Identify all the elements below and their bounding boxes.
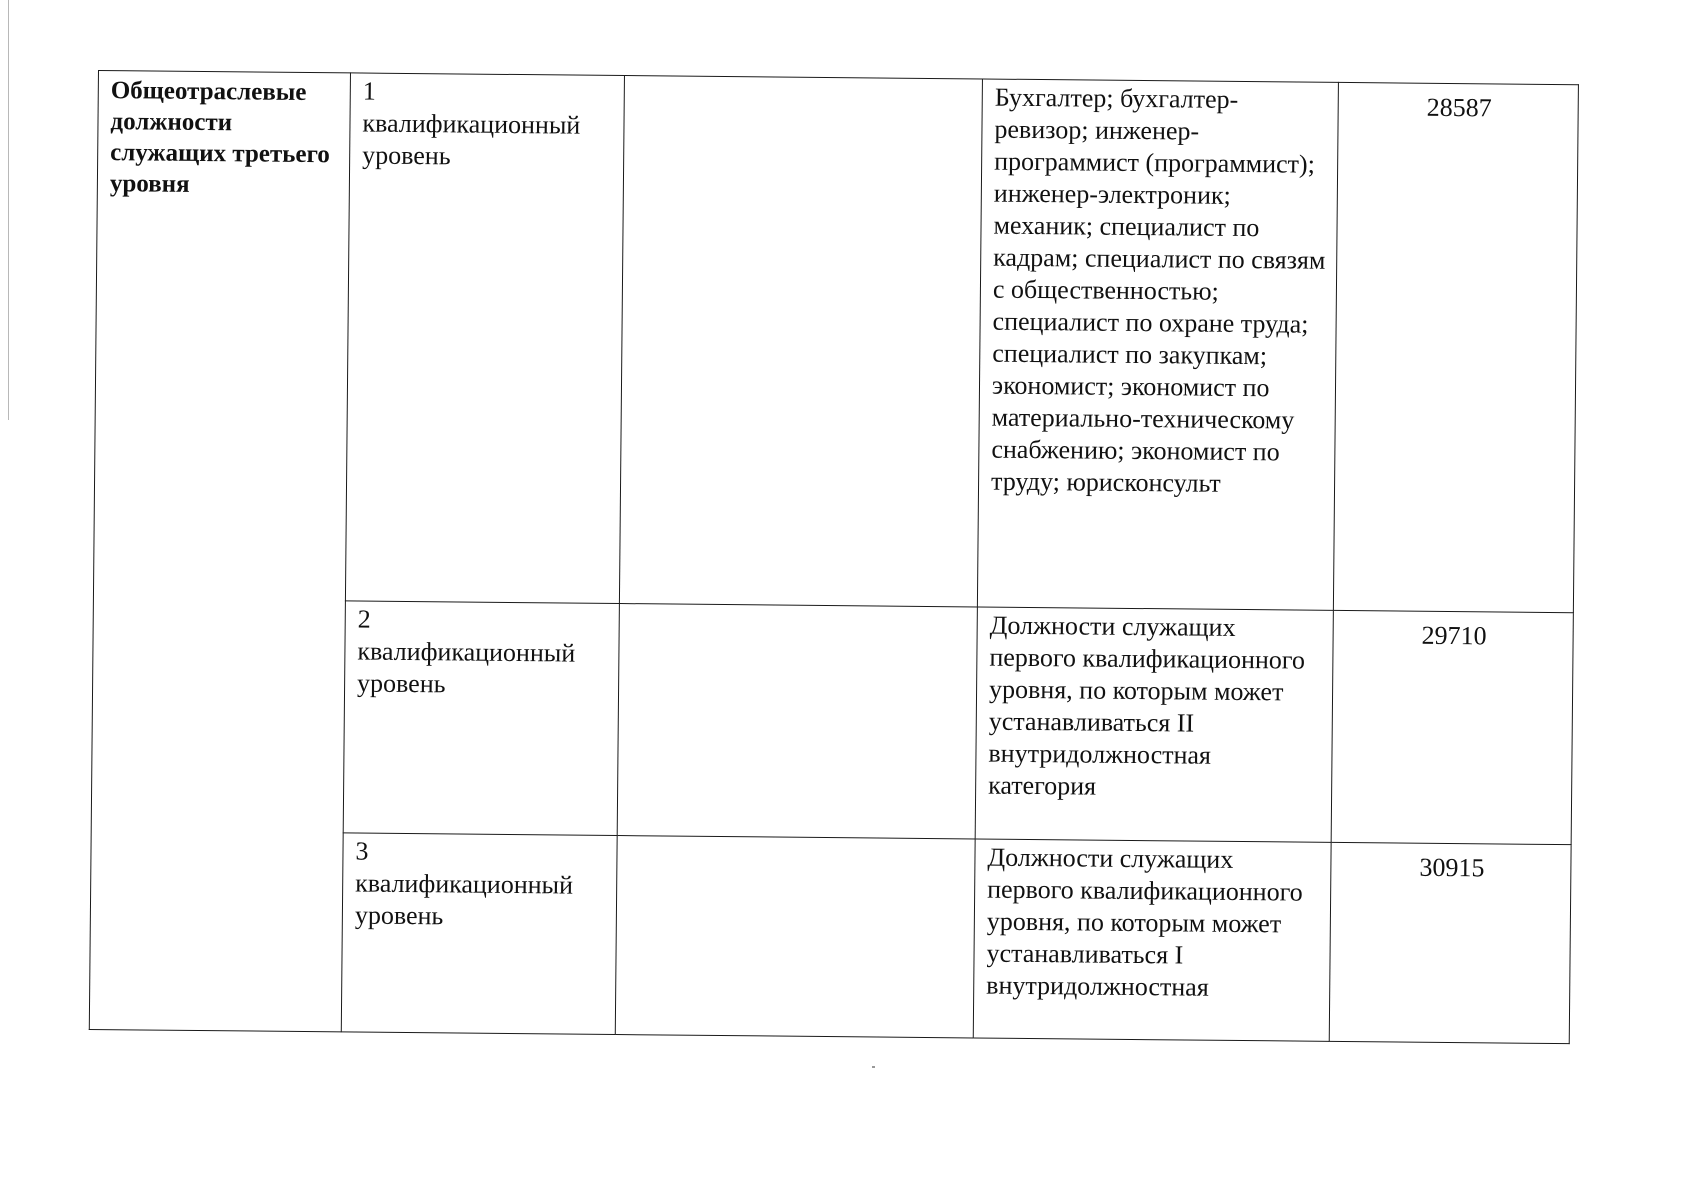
scan-speck bbox=[872, 1066, 875, 1068]
level-number: 3 bbox=[355, 836, 369, 866]
salary-cell bbox=[1331, 611, 1573, 845]
salary-value: 30915 bbox=[1419, 852, 1485, 883]
positions-cell bbox=[975, 607, 1333, 842]
salary-value: 28587 bbox=[1426, 92, 1492, 123]
positions-cell bbox=[977, 79, 1338, 611]
positions-cell bbox=[973, 839, 1331, 1042]
empty-cell bbox=[615, 835, 975, 1038]
positions-text: Должности служащих первого квалификационного уровня, по которым может устанавливаться II внутридолжностная категория bbox=[988, 610, 1306, 801]
level-label: квалификационный уровень bbox=[356, 636, 576, 699]
positions-text: Бухгалтер; бухгалтер-ревизор; инженер-программист (программист); инженер-электроник; механик; специалист по кадрам; специалист по связям с общественностью; специалист по охране труда; специалист по закупкам; экономист; экономист по материально-техническому снабжению; экономист по труду; юрисконсульт bbox=[990, 82, 1326, 498]
qualification-table bbox=[89, 70, 1579, 1044]
level-number: 1 bbox=[362, 76, 376, 106]
empty-cell bbox=[619, 76, 982, 608]
salary-cell bbox=[1329, 842, 1571, 1043]
qualification-level-cell bbox=[343, 601, 619, 835]
table-row bbox=[93, 71, 1578, 613]
professional-group-cell bbox=[89, 71, 350, 1032]
scan-edge-line bbox=[8, 0, 9, 420]
qualification-level-cell bbox=[341, 833, 617, 1035]
level-label: квалификационный уровень bbox=[362, 108, 581, 171]
level-number: 2 bbox=[357, 604, 371, 634]
professional-group-label: Общеотраслевые должности служащих третьего уровня bbox=[109, 77, 330, 198]
positions-text: Должности служащих первого квалификационного уровня, по которым может устанавливаться I внутридолжностная bbox=[986, 842, 1303, 1002]
qualification-level-cell bbox=[345, 73, 624, 604]
empty-cell bbox=[617, 604, 977, 839]
salary-cell bbox=[1333, 82, 1578, 613]
level-label: квалификационный уровень bbox=[354, 868, 574, 931]
salary-value: 29710 bbox=[1421, 620, 1487, 651]
